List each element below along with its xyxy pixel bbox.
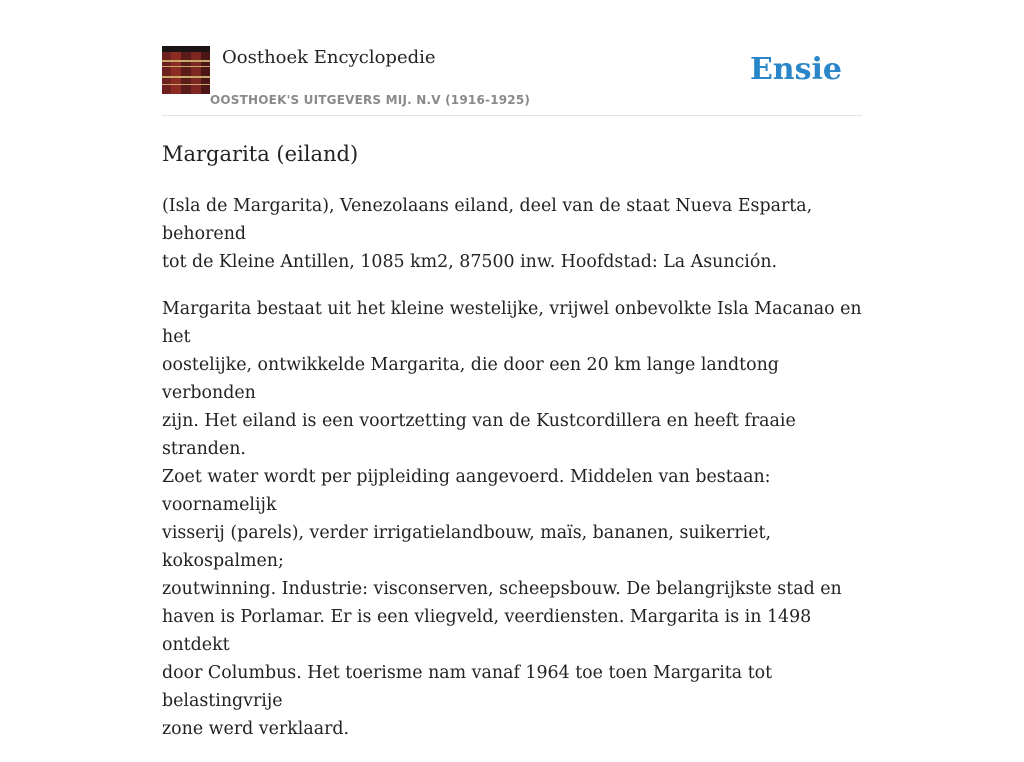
header-divider: [162, 115, 862, 116]
article-paragraph: Margarita bestaat uit het kleine westelijke, vrijwel onbevolkte Isla Macanao en het oostelijke, ontwikkelde Margarita, die door een 20 km lange landtong verbonden zijn. Het eiland is een voortzetting van de Kustcordillera en heeft fraaie stranden. Zoet water wordt per pijpleiding aangevoerd. Middelen van bestaan: voornamelijk visserij (parels), verder irrigatielandbouw, maïs, bananen, suikerriet, kokospalmen; zoutwinning. Industrie: visconserven, scheepsbouw. De belangrijkste stad en haven is Porlamar. Er is een vliegveld, veerdiensten. Margarita is in 1498 ontdekt door Columbus. Het toerisme nam vanaf 1964 toe toen Margarita tot belastingvrije zone werd verklaard.: [162, 299, 862, 739]
article-title: Margarita (eiland): [162, 142, 359, 166]
source-header: [162, 46, 862, 116]
book-spines-icon: [162, 46, 210, 94]
source-subtitle: OOSTHOEK'S UITGEVERS MIJ. N.V (1916-1925): [210, 93, 531, 107]
brand-logo[interactable]: Ensie: [749, 52, 842, 87]
source-avatar[interactable]: [162, 46, 210, 94]
source-title[interactable]: Oosthoek Encyclopedie: [222, 47, 436, 68]
article-body: [162, 192, 874, 762]
article-paragraph: (Isla de Margarita), Venezolaans eiland, deel van de staat Nueva Esparta, behorend tot de Kleine Antillen, 1085 km2, 87500 inw. Hoofdstad: La Asunción.: [162, 196, 813, 272]
